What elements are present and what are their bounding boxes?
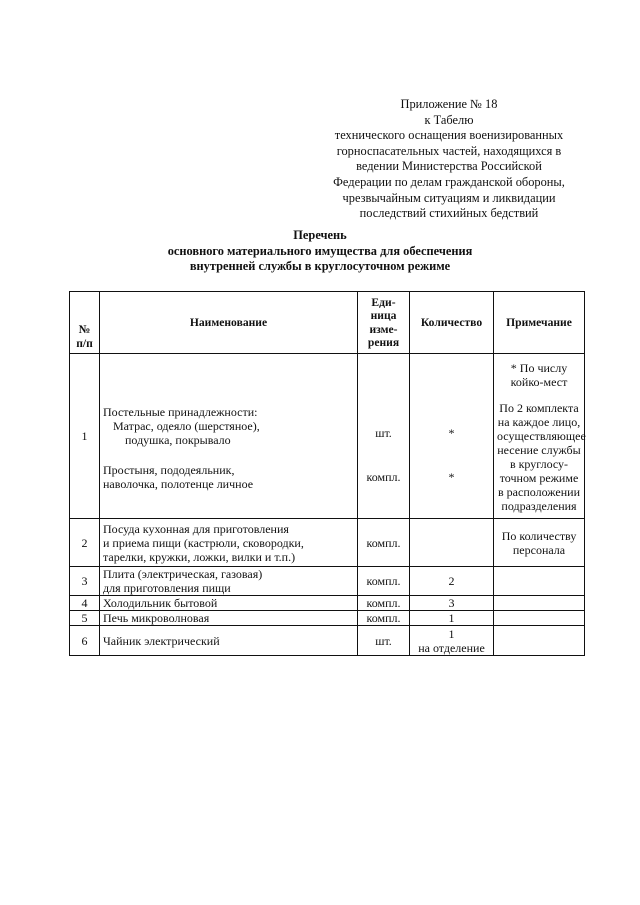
table-header-row [70, 292, 585, 354]
row-unit: компл. [358, 596, 410, 611]
row-unit: компл. [358, 611, 410, 626]
spacer [103, 447, 354, 463]
row-note [494, 596, 585, 611]
name-line: Плита (электрическая, газовая) [103, 567, 263, 581]
row-qty: 3 [410, 596, 494, 611]
note-line: подразделения [501, 498, 577, 513]
note-line: персонала [512, 542, 566, 557]
row-qty [410, 519, 494, 567]
header-num-line: п/п [76, 336, 93, 350]
row-note [494, 611, 585, 626]
table-row [70, 611, 585, 626]
appendix-line: Приложение № 18 [400, 97, 498, 111]
appendix-line: технического оснащения военизированных [334, 128, 564, 143]
appendix-line: чрезвычайным ситуациям и ликвидации [342, 190, 556, 205]
name-line: тарелки, кружки, ложки, вилки и т.п.) [103, 549, 296, 564]
row-qty: 1 [410, 611, 494, 626]
table-row [70, 354, 585, 519]
note-line: койко-мест [510, 374, 568, 389]
header-num-line: № [78, 323, 91, 336]
unit-line: шт. [375, 426, 392, 440]
appendix-line: Федерации по делам гражданской обороны, [333, 174, 565, 189]
title-line: внутренней службы в круглосуточном режиме [189, 259, 451, 273]
table-row [70, 567, 585, 596]
name-line: Простыня, пододеяльник, [103, 463, 235, 477]
header-qty: Количество [410, 292, 494, 354]
note-line: По количеству [501, 528, 577, 543]
spacer [413, 440, 490, 470]
property-table [69, 291, 585, 656]
appendix-line: к Табелю [424, 112, 474, 127]
qty-line: * [448, 470, 455, 484]
note-line: в расположении [498, 484, 580, 499]
spacer [361, 440, 406, 470]
note-line: точном режиме [499, 470, 579, 485]
note-line: осуществляющее [497, 428, 586, 443]
note-line: * По числу [510, 360, 568, 375]
appendix-line: последствий стихийных бедствий [359, 206, 539, 221]
name-line: и приема пищи (кастрюли, сковородки, [103, 535, 304, 550]
row-num: 6 [70, 626, 100, 656]
row-unit [358, 354, 410, 519]
row-name: Холодильник бытовой [100, 596, 358, 611]
header-unit-line: Еди- [371, 295, 396, 309]
table-row [70, 519, 585, 567]
table-row [70, 596, 585, 611]
header-unit [358, 292, 410, 354]
header-unit-line: ница [370, 309, 397, 322]
note-line: По 2 комплекта [499, 400, 579, 415]
spacer [497, 389, 581, 401]
appendix-line: горноспасательных частей, находящихся в [336, 143, 562, 158]
row-name [100, 567, 358, 596]
spacer [103, 381, 354, 405]
name-line: подушка, покрывало [125, 433, 231, 447]
appendix-reference [318, 97, 580, 222]
row-note [494, 567, 585, 596]
header-unit-line: изме- [369, 322, 398, 336]
row-name [100, 519, 358, 567]
name-line: для приготовления пищи [103, 581, 231, 595]
name-heading: Постельные принадлежности: [103, 405, 258, 419]
row-num: 4 [70, 596, 100, 611]
title-line: Перечень [293, 228, 347, 242]
note-line: на каждое лицо, [497, 414, 581, 429]
qty-line: 1 [448, 626, 455, 641]
row-note [494, 519, 585, 567]
name-line: Матрас, одеяло (шерстяное), [113, 419, 260, 433]
document-title [120, 228, 520, 275]
row-name: Печь микроволновая [100, 611, 358, 626]
qty-line: * [448, 426, 455, 440]
row-unit: компл. [358, 567, 410, 596]
row-num: 2 [70, 519, 100, 567]
row-name: Чайник электрический [100, 626, 358, 656]
spacer [413, 388, 490, 426]
unit-line: компл. [366, 470, 401, 484]
header-unit-line: рения [367, 336, 400, 349]
qty-line: на отделение [418, 640, 485, 655]
row-unit: шт. [358, 626, 410, 656]
spacer [361, 388, 406, 426]
row-note [494, 354, 585, 519]
note-line: в круглосу- [509, 456, 569, 471]
row-note [494, 626, 585, 656]
row-unit: компл. [358, 519, 410, 567]
header-num [70, 292, 100, 354]
header-name: Наименование [100, 292, 358, 354]
title-line: основного материального имущества для обеспечения [167, 243, 473, 258]
row-qty [410, 354, 494, 519]
note-line: несение службы [497, 442, 581, 457]
row-num: 5 [70, 611, 100, 626]
row-qty: 2 [410, 567, 494, 596]
appendix-line: ведении Министерства Российской [356, 159, 542, 174]
header-note: Примечание [494, 292, 585, 354]
row-qty [410, 626, 494, 656]
row-num: 3 [70, 567, 100, 596]
row-num: 1 [70, 354, 100, 519]
name-line: Посуда кухонная для приготовления [103, 521, 289, 536]
row-name [100, 354, 358, 519]
name-line: наволочка, полотенце личное [103, 477, 254, 491]
table-row [70, 626, 585, 656]
